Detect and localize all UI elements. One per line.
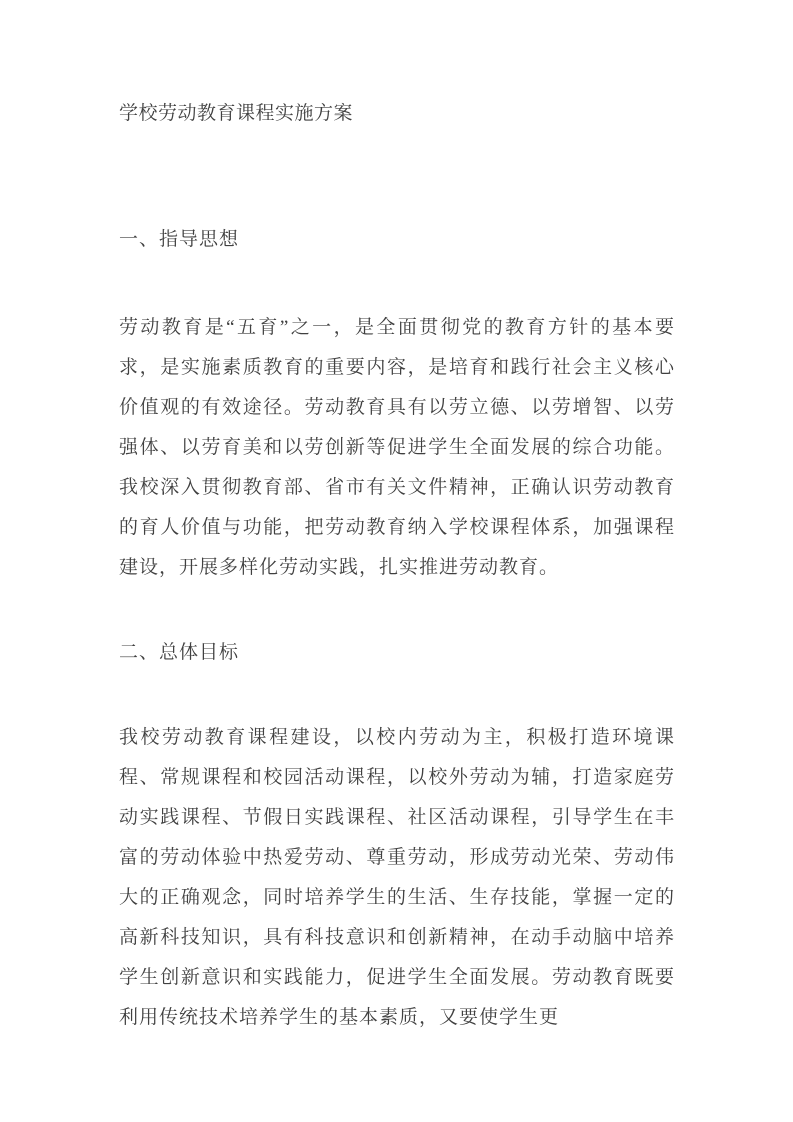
section-2-paragraph: 我校劳动教育课程建设，以校内劳动为主，积极打造环境课程、常规课程和校园活动课程，以校外劳动为辅，打造家庭劳动实践课程、节假日实践课程、社区活动课程，引导学生在丰富的劳动体验中热爱劳动、尊重劳动，形成劳动光荣、劳动伟大的正确观念，同时培养学生的生活、生存技能，掌握一定的高新科技知识，具有科技意识和创新精神，在动手动脑中培养学生创新意识和实践能力，促进学生全面发展。劳动教育既要利用传统技术培养学生的基本素质，又要使学生更 <box>119 727 675 1028</box>
document-title: 学校劳动教育课程实施方案 <box>119 103 354 124</box>
section-2-heading: 二、总体目标 <box>119 642 240 663</box>
section-1-heading: 一、指导思想 <box>119 229 240 250</box>
section-1-paragraph: 劳动教育是“五育”之一，是全面贯彻党的教育方针的基本要求，是实施素质教育的重要内容，是培育和践行社会主义核心价值观的有效途径。劳动教育具有以劳立德、以劳增智、以劳强体、以劳育美和以劳创新等促进学生全面发展的综合功能。我校深入贯彻教育部、省市有关文件精神，正确认识劳动教育的育人价值与功能，把劳动教育纳入学校课程体系，加强课程建设，开展多样化劳动实践，扎实推进劳动教育。 <box>119 317 675 578</box>
